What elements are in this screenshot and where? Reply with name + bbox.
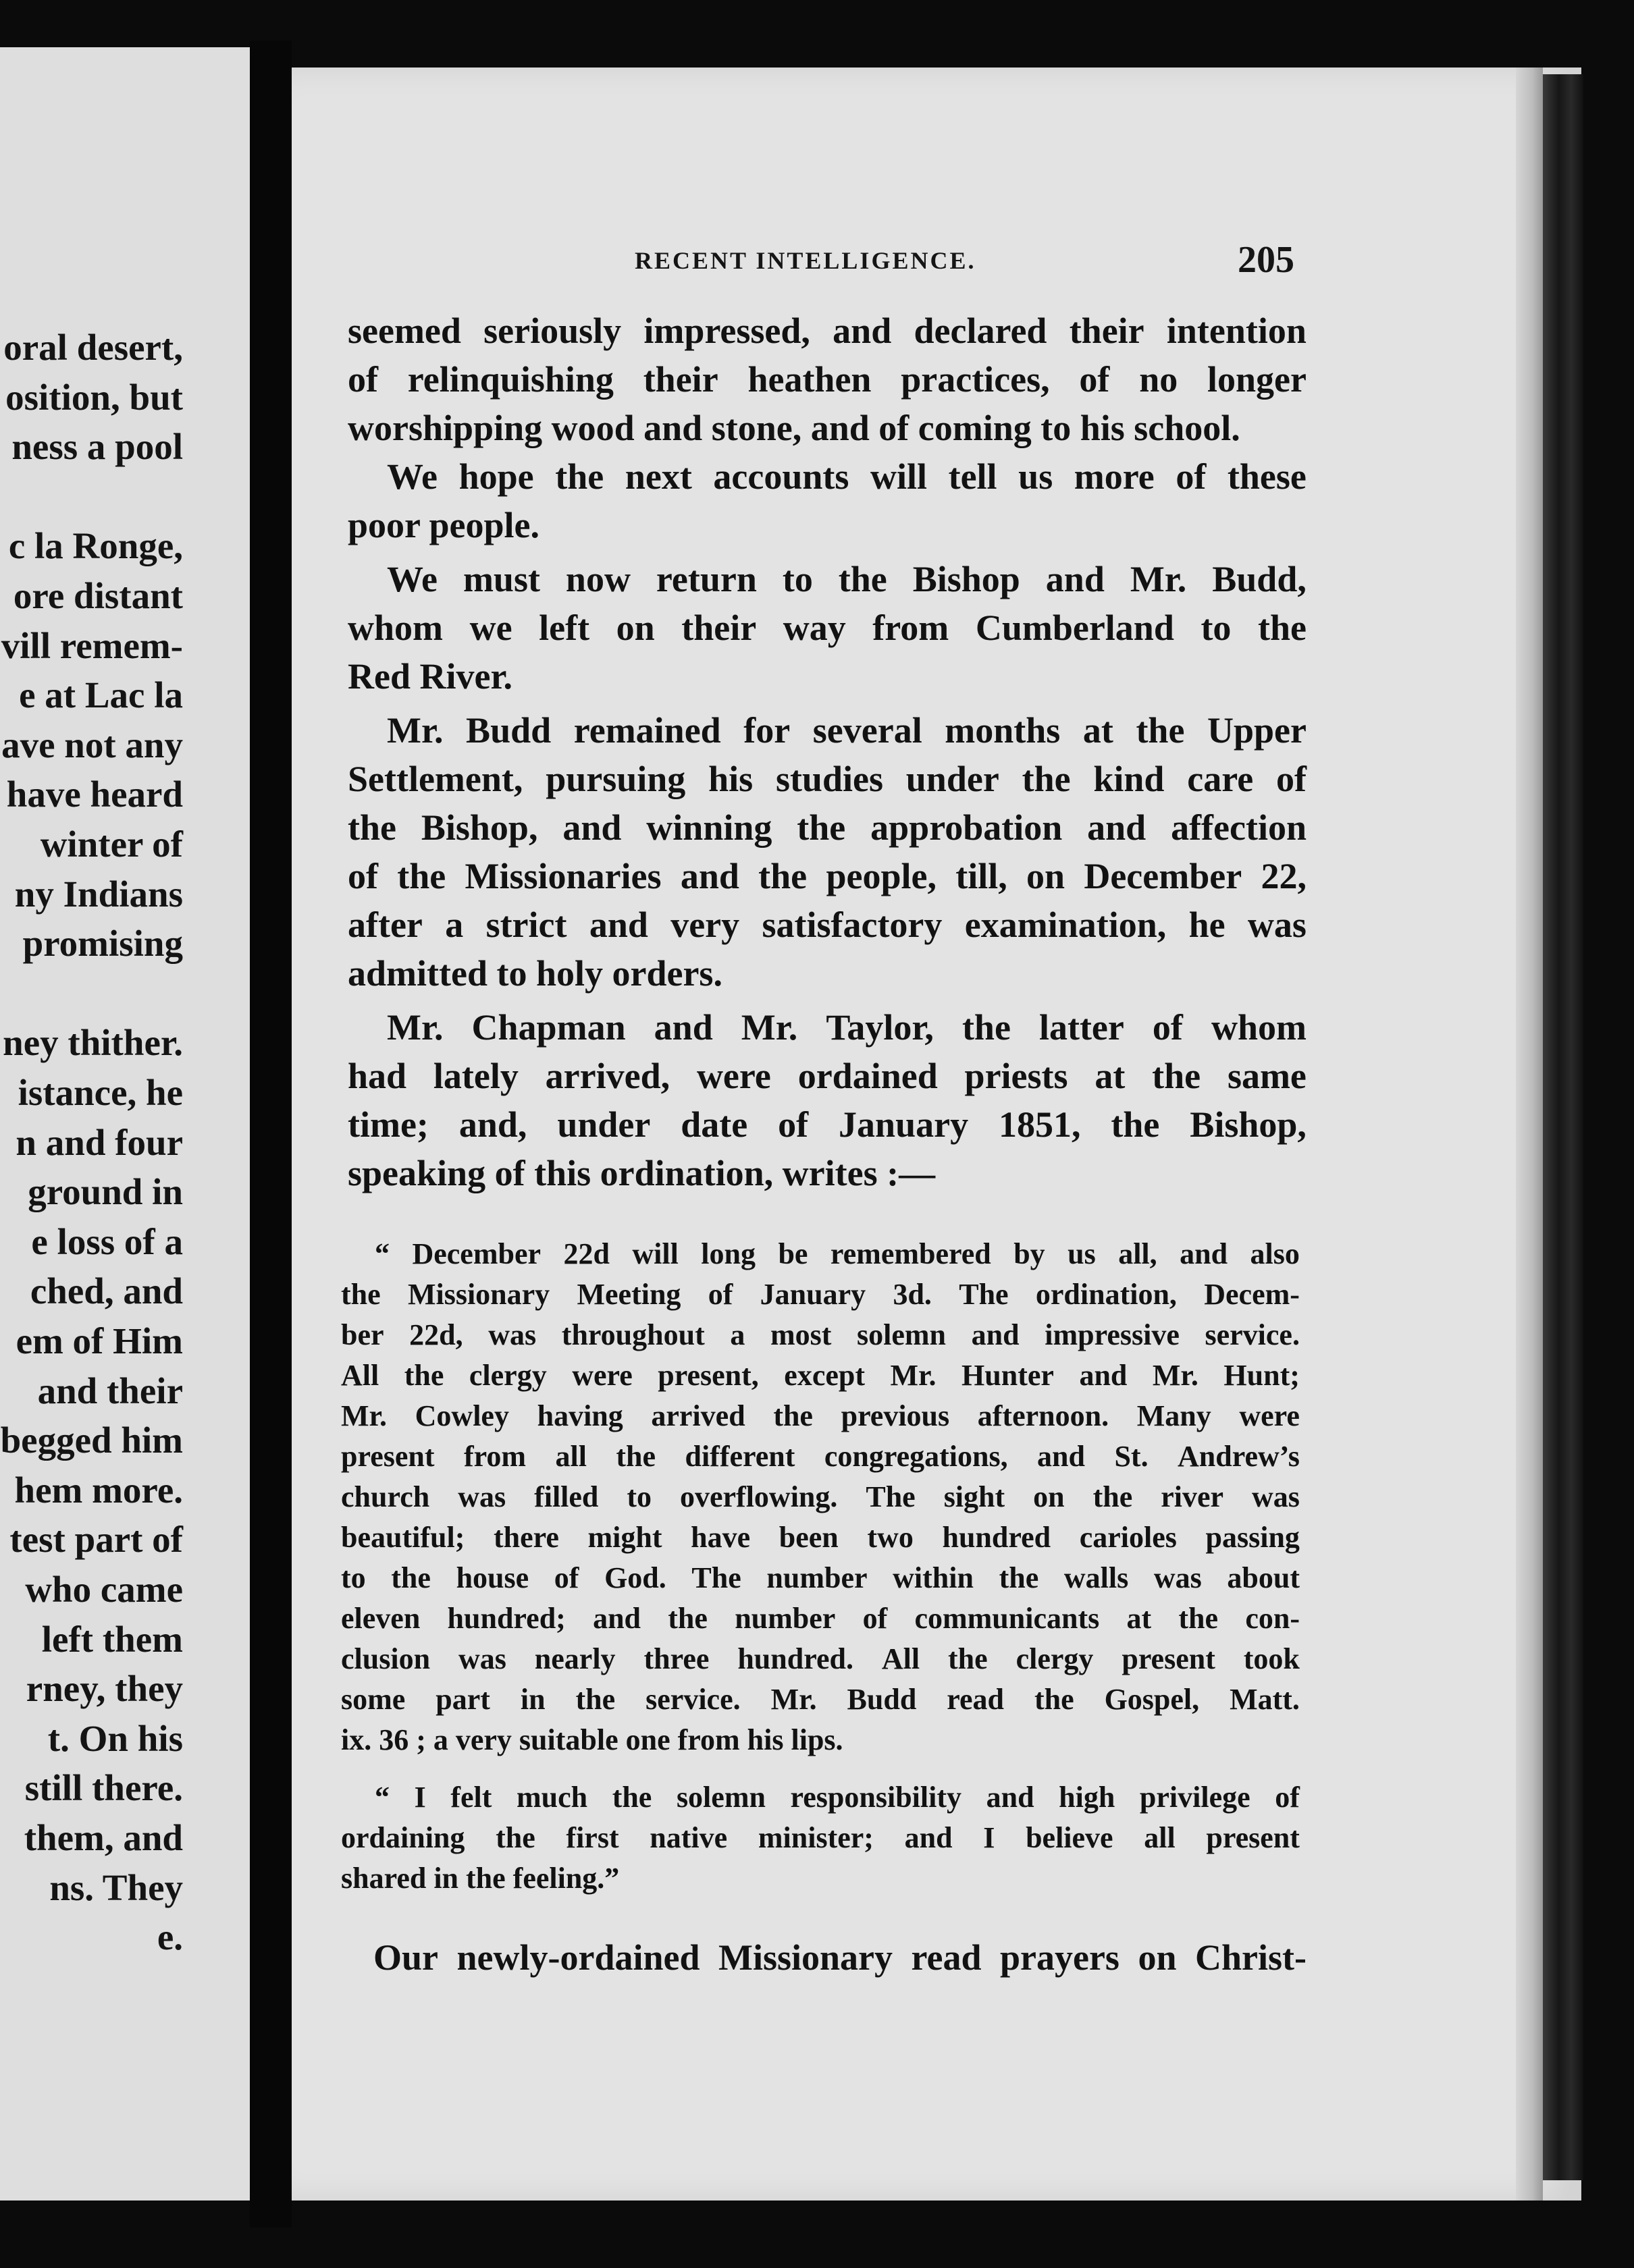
text-line: the Missionary Meeting of January 3d. The ordination, Decem-: [341, 1278, 1300, 1311]
left-page-line: ave not any: [1, 724, 183, 765]
text-line: time; and, under date of January 1851, the Bishop,: [348, 1104, 1307, 1145]
left-page-line: ny Indians: [14, 873, 183, 915]
text-line: We must now return to the Bishop and Mr. Budd,: [387, 559, 1307, 599]
left-page-line: ns. They: [49, 1866, 183, 1908]
left-page-line: promising: [22, 923, 183, 965]
page-edge: [1516, 68, 1543, 2200]
text-line: worshipping wood and stone, and of coming to his school.: [348, 408, 1240, 448]
text-line: Mr. Cowley having arrived the previous afternoon. Many were: [341, 1399, 1300, 1432]
text-line: “ I felt much the solemn responsibility and high privilege of: [375, 1781, 1300, 1814]
text-line: “ December 22d will long be remembered by us all, and also: [375, 1237, 1300, 1270]
left-page-line: osition, but: [5, 376, 183, 418]
text-line: All the clergy were present, except Mr. Hunter and Mr. Hunt;: [341, 1359, 1300, 1392]
text-line: Mr. Budd remained for several months at the Upper: [387, 710, 1307, 751]
text-line: Red River.: [348, 656, 512, 697]
text-line: We hope the next accounts will tell us more of these: [387, 456, 1307, 497]
text-line: shared in the feeling.”: [341, 1862, 620, 1895]
text-line: the Bishop, and winning the approbation and affection: [348, 807, 1307, 848]
text-line: ix. 36 ; a very suitable one from his lips.: [341, 1723, 843, 1756]
text-line: of the Missionaries and the people, till, on December 22,: [348, 856, 1307, 896]
left-page-line: left them: [41, 1618, 183, 1660]
left-page-line: winter of: [40, 824, 183, 865]
left-page-line: em of Him: [16, 1320, 183, 1361]
text-line: poor people.: [348, 505, 540, 545]
left-page-line: rney, they: [26, 1668, 183, 1710]
left-page-line: istance, he: [18, 1072, 183, 1113]
running-title: RECENT INTELLIGENCE.: [635, 247, 976, 274]
left-page-line: test part of: [9, 1519, 183, 1561]
text-line: ber 22d, was throughout a most solemn and impressive service.: [341, 1318, 1300, 1351]
text-line: church was filled to overflowing. The sight on the river was: [341, 1480, 1300, 1513]
left-page-line: ney thither.: [3, 1022, 183, 1064]
left-page-line: ground in: [28, 1171, 183, 1213]
left-page-line: ched, and: [30, 1270, 183, 1312]
text-line: admitted to holy orders.: [348, 953, 722, 994]
text-line: Our newly-ordained Missionary read prayers on Christ-: [373, 1937, 1307, 1978]
left-page-line: vill remem-: [1, 624, 183, 666]
left-page-line: e at Lac la: [19, 674, 183, 716]
text-line: speaking of this ordination, writes :—: [348, 1153, 936, 1193]
left-page-line: and their: [37, 1370, 183, 1411]
left-page-line: n and four: [16, 1121, 183, 1163]
text-line: whom we left on their way from Cumberland to the: [348, 608, 1307, 648]
left-page-line: ness a pool: [11, 426, 183, 468]
text-line: had lately arrived, were ordained priests at the same: [348, 1056, 1307, 1096]
text-line: Settlement, pursuing his studies under the kind care of: [348, 759, 1307, 799]
left-facing-page: [0, 47, 250, 2200]
left-page-line: c la Ronge,: [8, 525, 183, 567]
text-line: to the house of God. The number within the walls was about: [341, 1561, 1300, 1594]
left-page-line: e loss of a: [31, 1220, 183, 1262]
left-page-line: t. On his: [47, 1717, 183, 1759]
text-line: Mr. Chapman and Mr. Taylor, the latter of whom: [387, 1007, 1307, 1048]
text-line: of relinquishing their heathen practices, of no longer: [348, 359, 1307, 400]
left-page-line: who came: [25, 1569, 183, 1610]
left-page-line: oral desert,: [3, 327, 183, 368]
left-page-line: begged him: [0, 1420, 183, 1461]
text-line: seemed seriously impressed, and declared their intention: [348, 310, 1307, 351]
left-page-line: hem more.: [14, 1469, 183, 1511]
book-edge-shadow: [1543, 74, 1583, 2180]
left-page-line: e.: [157, 1916, 183, 1958]
text-line: some part in the service. Mr. Budd read the Gospel, Matt.: [341, 1683, 1300, 1716]
left-page-line: them, and: [24, 1817, 183, 1858]
text-line: eleven hundred; and the number of communicants at the con-: [341, 1602, 1300, 1635]
text-line: beautiful; there might have been two hundred carioles passing: [341, 1521, 1300, 1554]
page-number: 205: [1238, 239, 1294, 281]
text-line: present from all the different congregations, and St. Andrew’s: [341, 1440, 1300, 1473]
text-line: after a strict and very satisfactory examination, he was: [348, 905, 1307, 945]
left-page-line: ore distant: [13, 575, 183, 616]
text-line: ordaining the first native minister; and I believe all present: [341, 1821, 1300, 1854]
text-line: clusion was nearly three hundred. All the clergy present took: [341, 1642, 1300, 1675]
book-gutter: [250, 40, 292, 2228]
left-page-line: still there.: [24, 1767, 183, 1809]
left-page-line: have heard: [6, 774, 183, 815]
